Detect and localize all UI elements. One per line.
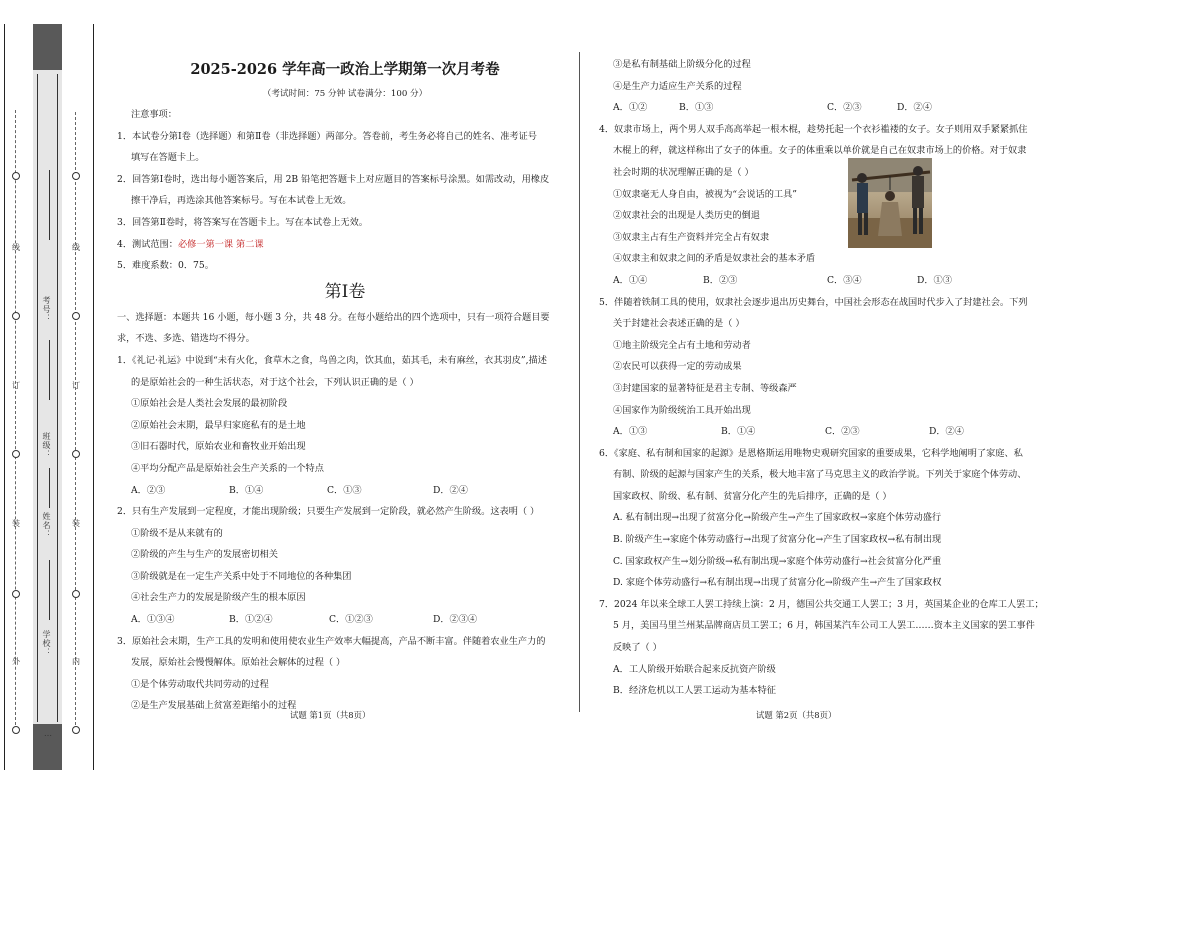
option-c[interactable]: C．②③ — [827, 102, 862, 114]
question-stem: 国家政权、阶级、私有制、贫富分化产生的先后排序，正确的是（ ） — [613, 490, 892, 502]
question-item: ③封建国家的显著特征是君主专制、等级森严 — [613, 382, 797, 394]
notice-line: 填写在答题卡上。 — [131, 152, 205, 164]
option-b[interactable]: B．②③ — [703, 274, 738, 286]
question-item: ①是个体劳动取代共同劳动的过程 — [131, 678, 269, 690]
cut-ring — [12, 590, 20, 598]
cut-ring — [72, 312, 80, 320]
difficulty-line: 5．难度系数：0．75。 — [117, 260, 214, 272]
question-item: ①阶级不是从来就有的 — [131, 527, 223, 539]
question-options — [599, 421, 1045, 443]
cut-char: 订 — [12, 381, 20, 390]
question-options — [599, 97, 1045, 119]
question-item: ②是生产发展基础上贫富差距缩小的过程 — [131, 700, 297, 712]
option-c[interactable]: C．②③ — [825, 426, 860, 438]
question-stem: 5 月，美国马里兰州某品牌商店员工罢工；6 月，韩国某汽车公司工人罢工……资本主义国家的罢工事件 — [613, 620, 1035, 632]
page-1 — [117, 56, 573, 717]
option-c[interactable]: C．①③ — [327, 484, 362, 496]
name-label: 姓名： — [42, 512, 51, 539]
option-a[interactable]: A．①④ — [613, 274, 648, 286]
instruction-line: 一、选择题：本题共 16 小题，每小题 3 分，共 48 分。在每小题给出的四个选项中，只有一项符合题目要 — [117, 311, 550, 323]
margin-gray-inner-lines — [37, 74, 58, 722]
cut-char: 线 — [72, 243, 80, 252]
option-d[interactable]: D．②④ — [433, 484, 468, 496]
option-b[interactable]: B．经济危机以工人罢工运动为基本特征 — [613, 685, 776, 697]
question-stem: 的是原始社会的一种生活状态，对于这个社会，下列认识正确的是（ ） — [131, 376, 419, 388]
option-d[interactable]: D．②④ — [929, 426, 964, 438]
cut-char: 外 — [12, 657, 20, 666]
option-d[interactable]: D．②④ — [897, 102, 932, 114]
page-1-footer: 试题 第1页（共8页） — [290, 710, 371, 720]
question-stem: 社会时期的状况理解正确的是（ ） — [613, 166, 754, 178]
question-stem: 3．原始社会末期，生产工具的发明和使用使农业生产效率大幅提高，产品不断丰富。伴随着农业生产力的 — [117, 635, 546, 647]
option-c[interactable]: C．①②③ — [329, 614, 373, 626]
question-item: ④国家作为阶级统治工具开始出现 — [613, 404, 751, 416]
question-stem: 发展，原始社会慢慢解体。原始社会解体的过程（ ） — [131, 657, 346, 669]
cut-ring — [72, 726, 80, 734]
class-line[interactable] — [49, 340, 50, 400]
question-options — [117, 480, 573, 502]
question-options — [599, 270, 1045, 292]
option-c[interactable]: C. 国家政权产生→划分阶级→私有制出现→家庭个体劳动盛行→社会贫富分化严重 — [613, 555, 942, 567]
option-b[interactable]: B．①③ — [679, 102, 714, 114]
question-item: ②奴隶社会的出现是人类历史的倒退 — [613, 210, 760, 222]
notice-heading: 注意事项： — [131, 109, 177, 120]
question-stem: 关于封建社会表述正确的是（ ） — [613, 318, 745, 330]
class-label: 班级： — [42, 432, 51, 459]
instruction-line: 求，不选、多选、错选均不得分。 — [117, 333, 255, 345]
inner-cut-line — [75, 112, 76, 730]
exam-title: 2025-2026 学年高一政治上学期第一次月考卷 — [190, 61, 500, 78]
margin-ellipsis: … — [44, 729, 52, 738]
cut-ring — [72, 590, 80, 598]
cut-char: 装 — [72, 519, 80, 528]
question-item: ②原始社会末期，最早归家庭私有的是土地 — [131, 419, 306, 431]
notice-line: 2．回答第Ⅰ卷时，选出每小题答案后，用 2B 铅笔把答题卡上对应题目的答案标号涂黑。如需改动，用橡皮 — [117, 173, 550, 185]
scope-label: 4．测试范围： — [117, 238, 178, 250]
option-a[interactable]: A．①③④ — [131, 614, 175, 626]
page-2 — [599, 54, 1045, 702]
question-stem: 6．《家庭、私有制和国家的起源》是恩格斯运用唯物史观研究国家的重要成果，它科学地阐明了家庭、私 — [599, 447, 1023, 459]
option-a[interactable]: A．①③ — [613, 426, 648, 438]
cut-char: 内 — [72, 657, 80, 666]
option-a[interactable]: A．工人阶级开始联合起来反抗资产阶级 — [613, 663, 776, 675]
cut-ring — [12, 450, 20, 458]
option-b[interactable]: B. 阶级产生→家庭个体劳动盛行→出现了贫富分化→产生了国家政权→私有制出现 — [613, 534, 942, 546]
question-options — [117, 609, 573, 631]
question-stem: 5．伴随着铁制工具的使用，奴隶社会逐步退出历史舞台，中国社会形态在战国时代步入了封建社会。下列 — [599, 296, 1028, 308]
question-item: ①奴隶毫无人身自由，被视为“会说话的工具” — [613, 188, 797, 200]
question-item: ③是私有制基础上阶级分化的过程 — [613, 59, 751, 70]
cut-ring — [12, 726, 20, 734]
option-a[interactable]: A. 私有制出现→出现了贫富分化→阶级产生→产生了国家政权→家庭个体劳动盛行 — [613, 512, 942, 524]
column-divider — [579, 52, 580, 712]
option-b[interactable]: B．①④ — [229, 484, 264, 496]
question-item: ④是生产力适应生产关系的过程 — [613, 80, 742, 92]
outer-cut-line — [15, 110, 16, 730]
cut-char: 线 — [12, 243, 20, 252]
question-item: ④社会生产力的发展是阶级产生的根本原因 — [131, 592, 306, 604]
cut-char: 装 — [12, 519, 20, 528]
cut-char: 订 — [72, 381, 80, 390]
question-item: ③阶级就是在一定生产关系中处于不同地位的各种集团 — [131, 570, 352, 582]
option-d[interactable]: D．②③④ — [433, 614, 478, 626]
option-b[interactable]: B．①②④ — [229, 614, 273, 626]
name-line[interactable] — [49, 468, 50, 508]
exam-number-line[interactable] — [49, 170, 50, 240]
cut-ring — [12, 312, 20, 320]
question-stem: 1．《礼记·礼运》中说到“未有火化，食草木之食，鸟兽之肉，饮其血，茹其毛，未有麻丝，衣其羽皮”,描述 — [117, 354, 547, 366]
option-a[interactable]: A．②③ — [131, 484, 166, 496]
option-d[interactable]: D. 家庭个体劳动盛行→私有制出现→出现了贫富分化→阶级产生→产生了国家政权 — [613, 577, 942, 589]
slave-market-photo — [848, 158, 932, 248]
question-item: ②农民可以获得一定的劳动成果 — [613, 361, 742, 373]
option-b[interactable]: B．①④ — [721, 426, 756, 438]
question-stem: 反映了（ ） — [613, 642, 662, 654]
section-title: 第Ⅰ卷 — [324, 281, 366, 302]
question-item: ③旧石器时代，原始农业和畜牧业开始出现 — [131, 441, 306, 453]
slave-market-illustration — [848, 158, 932, 248]
question-stem: 7．2024 年以来全球工人罢工持续上演：2 月，德国公共交通工人罢工；3 月，英国某企业的仓库工人罢工； — [599, 598, 1044, 610]
notice-line: 3．回答第Ⅱ卷时，将答案写在答题卡上。写在本试卷上无效。 — [117, 216, 368, 228]
cut-ring — [72, 450, 80, 458]
question-stem: 有制、阶级的起源与国家产生的关系，极大地丰富了马克思主义的政治学说。下列关于家庭个体劳动、 — [613, 469, 1027, 481]
page-2-footer: 试题 第2页（共8页） — [756, 710, 837, 720]
option-a[interactable]: A．①② — [613, 102, 648, 114]
scope-value: 必修一第一课 第二课 — [177, 238, 264, 250]
notice-line: 1．本试卷分第Ⅰ卷（选择题）和第Ⅱ卷（非选择题）两部分。答卷前，考生务必将自己的姓名、准考证号 — [117, 130, 537, 142]
cut-ring — [72, 172, 80, 180]
school-line[interactable] — [49, 560, 50, 620]
question-stem: 2．只有生产发展到一定程度，才能出现阶级；只要生产发展到一定阶段，就必然产生阶级。这表明（ ） — [117, 506, 540, 518]
question-stem: 4．奴隶市场上，两个男人双手高高举起一根木棍，趁势托起一个衣衫褴褛的女子。女子则用双手紧紧抓住 — [599, 123, 1028, 135]
option-d[interactable]: D．①③ — [917, 274, 952, 286]
notice-line: 擦干净后，再选涂其他答案标号。写在本试卷上无效。 — [131, 195, 352, 207]
question-item: ①地主阶级完全占有土地和劳动者 — [613, 339, 751, 351]
question-item: ①原始社会是人类社会发展的最初阶段 — [131, 398, 288, 410]
question-stem: 木棍上的秤，就这样称出了女子的体重。女子的体重乘以单价就是自己在奴隶市场上的价格。对于奴隶 — [613, 145, 1027, 157]
option-c[interactable]: C．③④ — [827, 274, 862, 286]
question-item: ④奴隶主和奴隶之间的矛盾是奴隶社会的基本矛盾 — [613, 253, 816, 265]
scope-line — [117, 234, 573, 256]
cut-ring — [12, 172, 20, 180]
exam-info: （考试时间：75 分钟 试卷满分：100 分） — [262, 89, 428, 99]
school-label: 学校： — [42, 630, 51, 657]
exam-number-label: 考号： — [42, 296, 51, 323]
margin-dark-top — [33, 24, 62, 70]
question-item: ②阶级的产生与生产的发展密切相关 — [131, 549, 278, 561]
question-item: ④平均分配产品是原始社会生产关系的一个特点 — [131, 462, 324, 474]
question-item: ③奴隶主占有生产资料并完全占有奴隶 — [613, 231, 770, 243]
